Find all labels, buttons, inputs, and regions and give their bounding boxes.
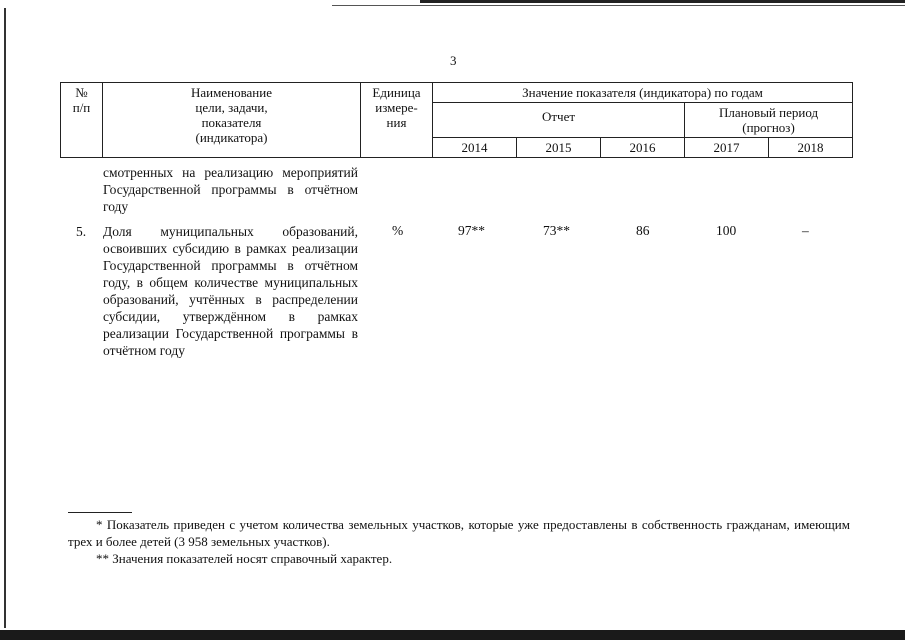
footnote-2: ** Значения показателей носят справочный характер. xyxy=(96,551,393,566)
year-header: 2015 xyxy=(517,138,601,158)
indicator-table-header xyxy=(60,82,853,158)
row-number: 5. xyxy=(76,224,87,239)
row-value-2016: 86 xyxy=(636,223,650,238)
bottom-scan-border xyxy=(0,630,905,640)
row-unit: % xyxy=(392,223,404,238)
row-value-2018: – xyxy=(802,223,809,238)
top-thin-line xyxy=(332,5,905,6)
row-value-2015: 73** xyxy=(543,223,570,238)
top-border-line xyxy=(420,0,905,3)
col-num-header: № п/п xyxy=(61,83,103,158)
col-values-header: Значение показателя (индикатора) по годам xyxy=(433,83,853,103)
year-header: 2014 xyxy=(433,138,517,158)
page-number: 3 xyxy=(450,53,457,68)
col-name-header: Наименование цели, задачи, показателя (индикатора) xyxy=(103,83,361,158)
year-header: 2016 xyxy=(601,138,685,158)
footnote-separator xyxy=(68,512,132,513)
row-value-2014: 97** xyxy=(458,223,485,238)
year-header: 2018 xyxy=(769,138,853,158)
footnote-1: * Показатель приведен с учетом количества земельных участков, которые уже предоставлены в собственность гражданам, имеющим трех и более детей (3 958 земельных участков). xyxy=(68,517,850,549)
continued-indicator-text: смотренных на реализацию мероприятий Государственной программы в отчётном году xyxy=(103,165,358,214)
row-indicator-name: Доля муниципальных образований, освоивших субсидию в рамках реализации Государственной программы в отчётном году, в общем количестве муниципальных образований, учтённых в распределении субсидии, утверждённом в рамках реализации Государственной программы в отчётном году xyxy=(103,224,358,358)
year-header: 2017 xyxy=(685,138,769,158)
left-border-line xyxy=(4,8,6,628)
group-plan-header: Плановый период (прогноз) xyxy=(685,103,853,138)
row-value-2017: 100 xyxy=(716,223,737,238)
group-report-header: Отчет xyxy=(433,103,685,138)
col-unit-header: Единица измере- ния xyxy=(361,83,433,158)
